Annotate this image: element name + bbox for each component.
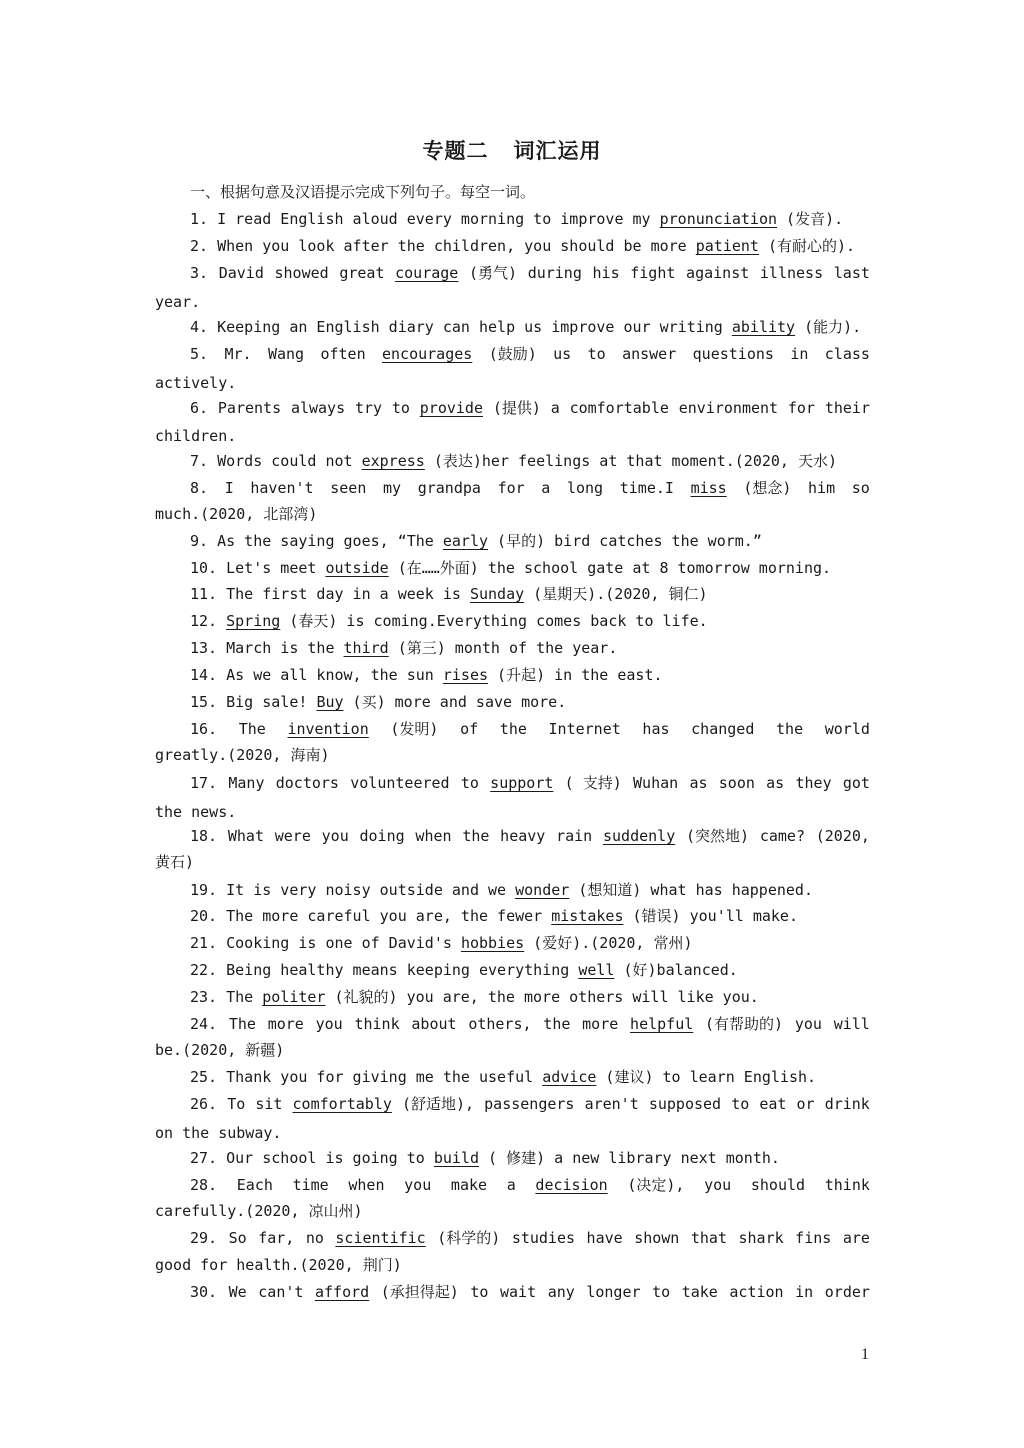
answer-21: hobbies [460,934,525,952]
answer-2: patient [695,237,759,255]
answer-10: outside [325,559,389,577]
sentence-3-cont: year. [155,293,201,311]
sentence-5-cont: actively. [155,374,237,392]
sentence-23: 23. The politer (礼貌的) you are, the more others will like you. [190,988,759,1006]
answer-11: Sunday [469,585,525,603]
sentence-14: 14. As we all know, the sun rises (升起) in the east. [190,666,663,684]
sentence-4: 4. Keeping an English diary can help us improve our writing ability (能力). [190,318,862,336]
sentence-26: 26. To sit comfortably (舒适地), passengers aren't supposed to eat or drink [190,1095,870,1113]
sentence-10: 10. Let's meet outside (在……外面) the school gate at 8 tomorrow morning. [190,559,832,577]
page-title: 专题二 词汇运用 [422,138,602,163]
sentence-11: 11. The first day in a week is Sunday (星期天).(2020, 铜仁) [190,585,708,603]
answer-30: afford [315,1283,370,1301]
answer-4: ability [731,318,796,336]
sentence-13: 13. March is the third (第三) month of the year. [190,639,618,657]
sentence-15: 15. Big sale! Buy (买) more and save more. [190,693,567,711]
sentence-12: 12. Spring (春天) is coming.Everything comes back to life. [190,612,708,630]
answer-24: helpful [630,1015,694,1033]
sentence-20: 20. The more careful you are, the fewer mistakes (错误) you'll make. [190,907,798,925]
sentence-21: 21. Cooking is one of David's hobbies (爱好).(2020, 常州) [190,934,693,952]
sentence-25: 25. Thank you for giving me the useful advice (建议) to learn English. [190,1068,817,1086]
sentence-8: 8. I haven't seen my grandpa for a long time.I miss (想念) him so [190,479,870,497]
answer-14: rises [442,666,489,684]
sentence-30: 30. We can't afford (承担得起) to wait any longer to take action in order [190,1283,870,1301]
answer-18: suddenly [602,827,676,845]
sentence-24: 24. The more you think about others, the more helpful (有帮助的) you will [190,1015,870,1033]
answer-13: third [343,639,389,657]
answer-15: Buy [316,693,344,711]
sentence-16: 16. The invention (发明) of the Internet has changed the world [190,720,870,738]
sentence-22: 22. Being healthy means keeping everything well (好)balanced. [190,961,738,979]
sentence-6-cont: children. [155,427,237,445]
answer-12: Spring [226,612,281,630]
answer-17: support [490,774,554,792]
page-number: 1 [861,1346,869,1363]
answer-1: pronunciation [659,210,778,228]
sentence-2: 2. When you look after the children, you should be more patient (有耐心的). [190,237,856,255]
answer-9: early [442,532,489,550]
sentence-19: 19. It is very noisy outside and we wonder (想知道) what has happened. [190,881,813,899]
answer-29: scientific [335,1229,426,1247]
answer-19: wonder [515,881,570,899]
answer-5: encourages [382,345,473,363]
sentence-3: 3. David showed great courage (勇气) during his fight against illness last [190,264,870,282]
sentence-9: 9. As the saying goes, “The early (早的) bird catches the worm.” [190,532,762,550]
answer-7: express [361,452,425,470]
answer-6: provide [419,399,483,417]
sentence-18-cont: 黄石) [155,853,195,871]
sentence-28-cont: carefully.(2020, 凉山州) [155,1202,363,1220]
sentence-28: 28. Each time when you make a decision (决定), you should think [190,1176,870,1194]
answer-3: courage [395,264,459,282]
sentence-18: 18. What were you doing when the heavy rain suddenly (突然地) came? (2020, [190,827,870,845]
answer-25: advice [542,1068,597,1086]
sentence-7: 7. Words could not express (表达)her feelings at that moment.(2020, 天水) [190,452,838,470]
answer-20: mistakes [551,907,624,925]
answer-22: well [578,961,615,979]
sentence-17-cont: the news. [155,803,237,821]
sentence-29-cont: good for health.(2020, 荆门) [155,1256,402,1274]
answer-27: build [433,1149,479,1167]
sentence-17: 17. Many doctors volunteered to support ( 支持) Wuhan as soon as they got [190,774,870,792]
sentence-8-cont: much.(2020, 北部湾) [155,505,318,523]
answer-8: miss [690,479,727,497]
sentence-27: 27. Our school is going to build ( 修建) a new library next month. [190,1149,780,1167]
sentence-6: 6. Parents always try to provide (提供) a comfortable environment for their [190,399,870,417]
sentence-5: 5. Mr. Wang often encourages (鼓励) us to answer questions in class [190,345,870,363]
sentence-29: 29. So far, no scientific (科学的) studies have shown that shark fins are [190,1229,870,1247]
answer-16: invention [287,720,369,738]
sentence-24-cont: be.(2020, 新疆) [155,1041,285,1059]
answer-26: comfortably [292,1095,392,1113]
sentence-26-cont: on the subway. [155,1124,282,1142]
sentence-16-cont: greatly.(2020, 海南) [155,746,330,764]
answer-28: decision [535,1176,608,1194]
sentence-1: 1. I read English aloud every morning to improve my pronunciation (发音). [190,210,844,228]
section-heading: 一、根据句意及汉语提示完成下列句子。每空一词。 [190,183,536,201]
answer-23: politer [262,988,326,1006]
